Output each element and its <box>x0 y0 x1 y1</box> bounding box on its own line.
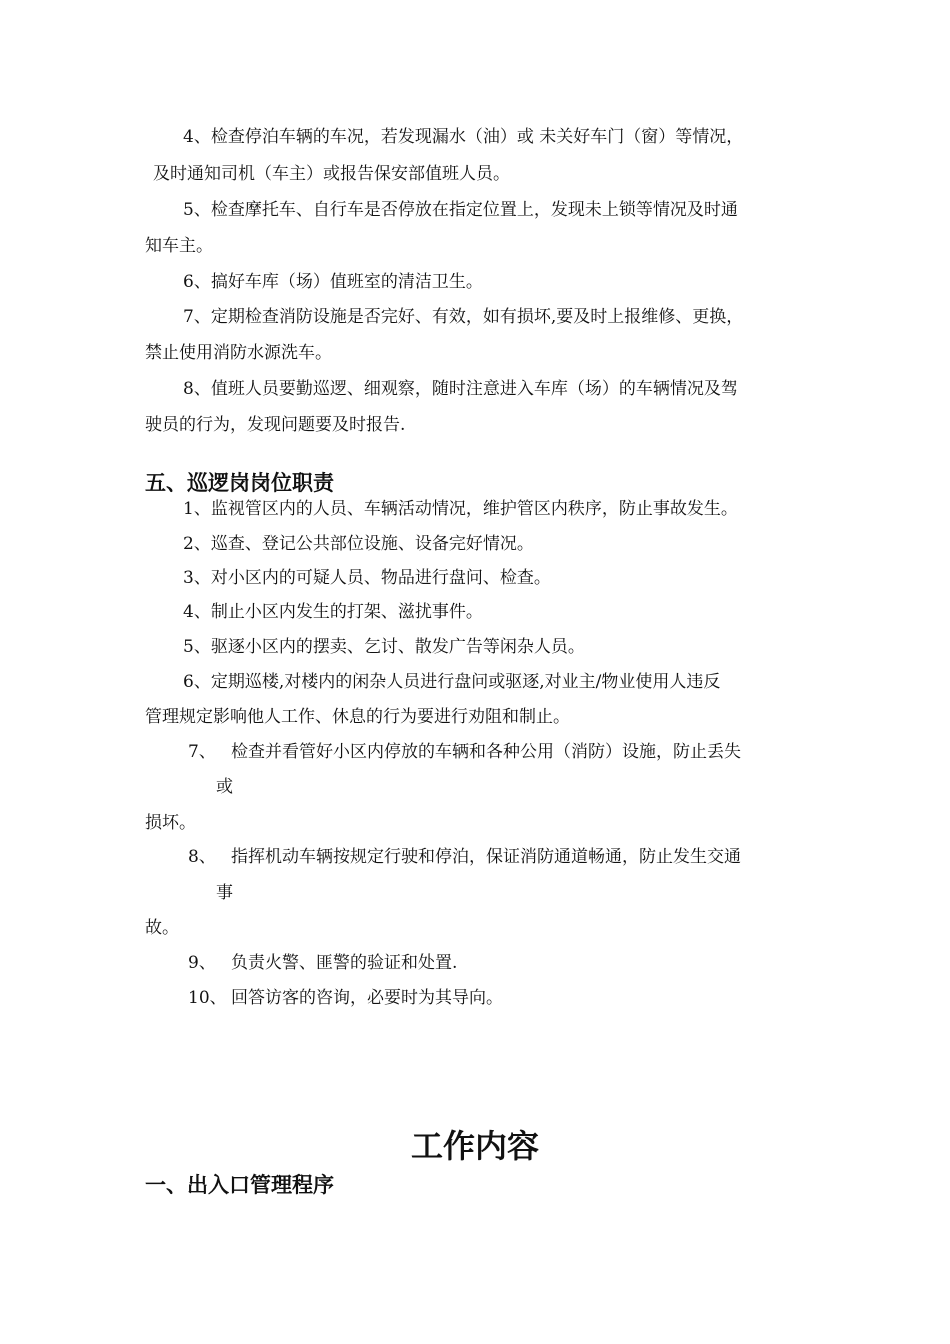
patrol-item-10-line1: 回答访客的咨询，必要时为其导向。 <box>231 988 503 1008</box>
patrol-item-8-wrap: 事 <box>216 883 233 903</box>
patrol-item-6-line2: 管理规定影响他人工作、休息的行为要进行劝阻和制止。 <box>145 707 570 727</box>
patrol-item-4: 4、制止小区内发生的打架、滋扰事件。 <box>183 602 483 622</box>
patrol-item-8-line2: 故。 <box>145 918 179 938</box>
patrol-item-7-number: 7、 <box>188 742 216 762</box>
patrol-item-1: 1、监视管区内的人员、车辆活动情况，维护管区内秩序，防止事故发生。 <box>183 499 738 519</box>
section-heading-patrol: 五、巡逻岗岗位职责 <box>145 471 334 495</box>
patrol-item-9-line1: 负责火警、匪警的验证和处置. <box>231 953 458 973</box>
patrol-item-7-line1: 检查并看管好小区内停放的车辆和各种公用（消防）设施，防止丢失 <box>231 742 741 762</box>
page-title: 工作内容 <box>410 1127 539 1165</box>
patrol-item-7-wrap: 或 <box>216 777 233 797</box>
patrol-item-9-number: 9、 <box>188 953 216 973</box>
patrol-item-5: 5、驱逐小区内的摆卖、乞讨、散发广告等闲杂人员。 <box>183 637 585 657</box>
patrol-item-10-number: 10、 <box>188 988 227 1008</box>
item-5-line1: 5、检查摩托车、自行车是否停放在指定位置上，发现未上锁等情况及时通 <box>183 200 738 220</box>
item-8-line2: 驶员的行为，发现问题要及时报告. <box>145 415 406 435</box>
patrol-item-2: 2、巡查、登记公共部位设施、设备完好情况。 <box>183 534 534 554</box>
item-5-line2: 知车主。 <box>145 236 213 256</box>
patrol-item-7-line2: 损坏。 <box>145 813 196 833</box>
patrol-item-3: 3、对小区内的可疑人员、物品进行盘问、检查。 <box>183 568 551 588</box>
section-heading-entrance: 一、出入口管理程序 <box>145 1173 334 1197</box>
item-4-line2: 及时通知司机（车主）或报告保安部值班人员。 <box>153 164 510 184</box>
patrol-item-6-line1: 6、定期巡楼,对楼内的闲杂人员进行盘问或驱逐,对业主/物业使用人违反 <box>183 672 721 692</box>
item-4-line1: 4、检查停泊车辆的车况，若发现漏水（油）或 未关好车门（窗）等情况， <box>183 127 744 147</box>
item-8-line1: 8、值班人员要勤巡逻、细观察，随时注意进入车库（场）的车辆情况及驾 <box>183 379 738 399</box>
item-7-line2: 禁止使用消防水源洗车。 <box>145 343 332 363</box>
item-7-line1: 7、定期检查消防设施是否完好、有效，如有损坏,要及时上报维修、更换， <box>183 307 744 327</box>
item-6-line1: 6、搞好车库（场）值班室的清洁卫生。 <box>183 272 483 292</box>
patrol-item-8-line1: 指挥机动车辆按规定行驶和停泊，保证消防通道畅通，防止发生交通 <box>231 847 741 867</box>
patrol-item-8-number: 8、 <box>188 847 216 867</box>
